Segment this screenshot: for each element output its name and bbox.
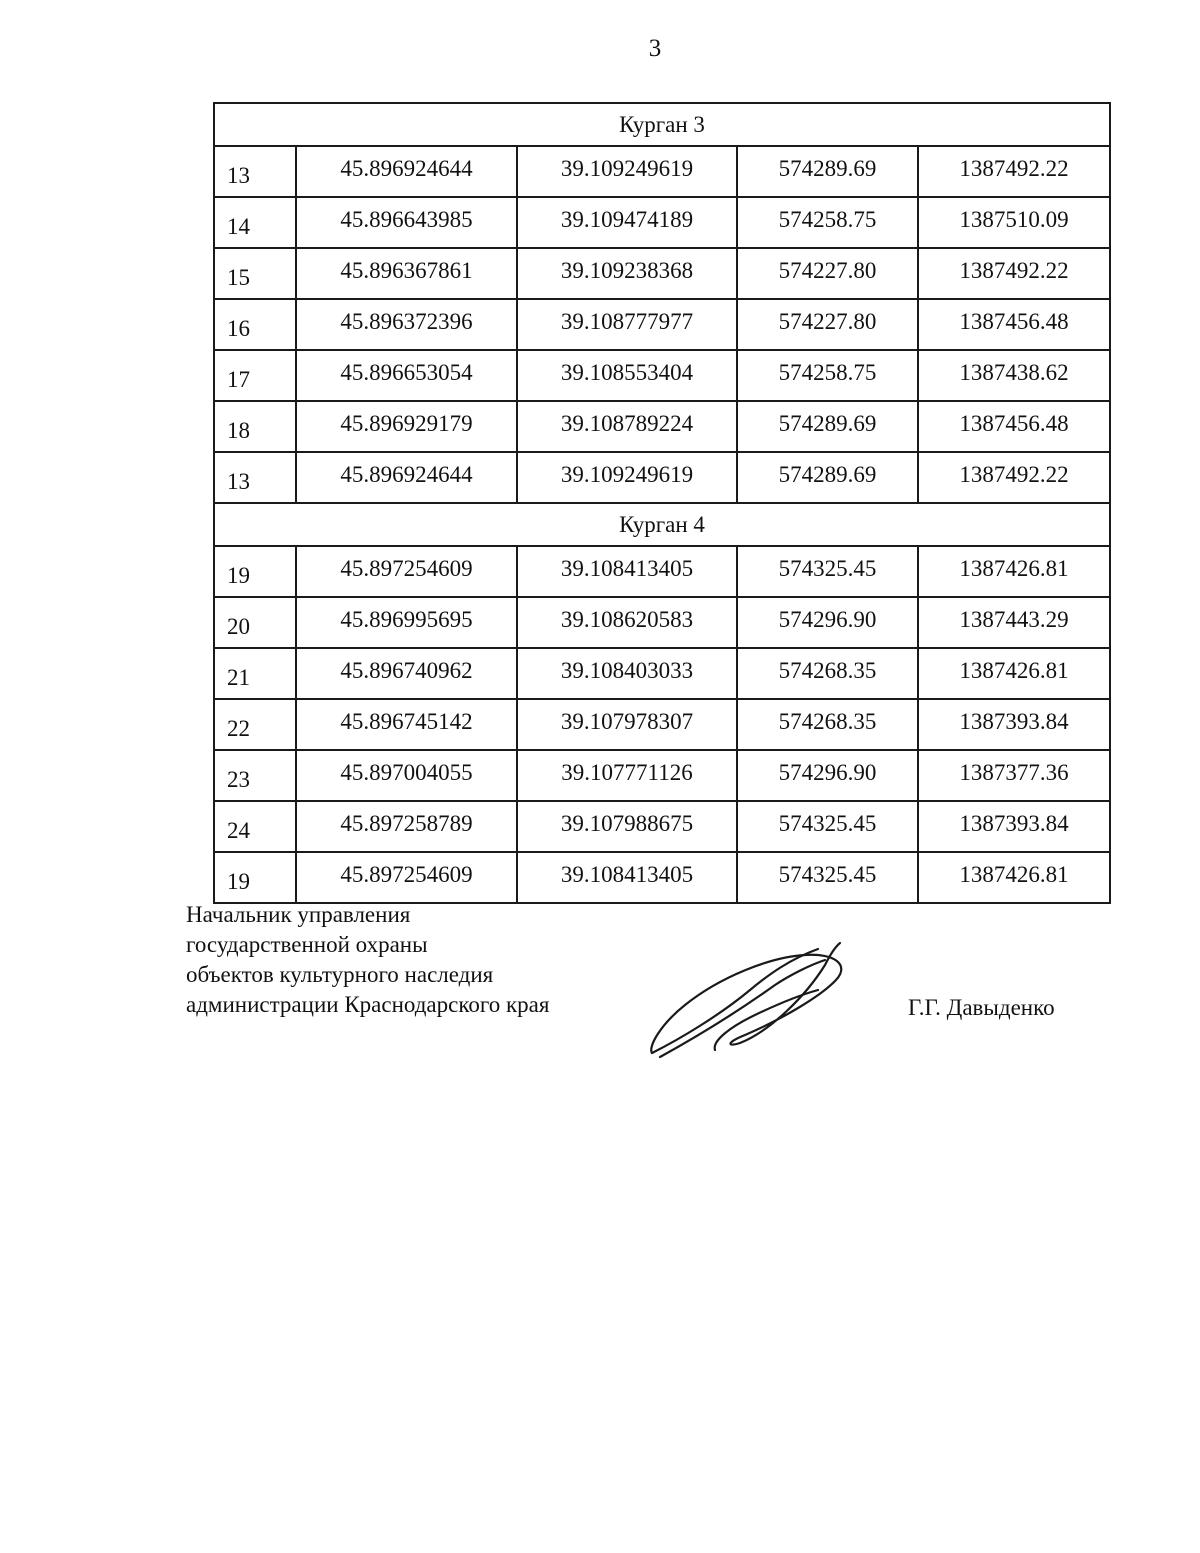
coordinate-cell: 1387426.81 [918, 648, 1110, 699]
table-row [214, 648, 1110, 699]
coordinate-cell: 39.108553404 [517, 350, 737, 401]
point-number-cell: 18 [214, 401, 296, 452]
group-title: Курган 4 [214, 503, 1110, 546]
coordinate-cell: 1387426.81 [918, 852, 1110, 903]
coordinate-cell: 45.896643985 [296, 197, 517, 248]
signatory-position [186, 900, 549, 1020]
coordinate-cell: 1387438.62 [918, 350, 1110, 401]
coordinate-cell: 574268.35 [737, 699, 918, 750]
table-row [214, 546, 1110, 597]
table-row [214, 401, 1110, 452]
point-number-cell: 19 [214, 852, 296, 903]
coordinate-cell: 39.108789224 [517, 401, 737, 452]
coordinate-cell: 39.108413405 [517, 852, 737, 903]
coordinate-cell: 574227.80 [737, 299, 918, 350]
signatory-name: Г.Г. Давыденко [908, 995, 1055, 1020]
point-number-cell: 19 [214, 546, 296, 597]
coordinate-cell: 1387492.22 [918, 248, 1110, 299]
coordinate-cell: 574258.75 [737, 197, 918, 248]
coordinate-cell: 39.108777977 [517, 299, 737, 350]
point-number-cell: 13 [214, 452, 296, 503]
signatory-position-line: Начальник управления [186, 902, 411, 927]
coordinate-cell: 45.897254609 [296, 546, 517, 597]
table-row [214, 146, 1110, 197]
point-number-cell: 14 [214, 197, 296, 248]
point-number-cell: 17 [214, 350, 296, 401]
coordinate-cell: 574289.69 [737, 452, 918, 503]
coordinate-cell: 45.896924644 [296, 146, 517, 197]
coordinate-cell: 1387377.36 [918, 750, 1110, 801]
point-number-cell: 16 [214, 299, 296, 350]
table-row [214, 801, 1110, 852]
table-row [214, 248, 1110, 299]
coordinate-cell: 45.897254609 [296, 852, 517, 903]
coordinate-cell: 574289.69 [737, 146, 918, 197]
coordinate-cell: 1387510.09 [918, 197, 1110, 248]
coordinate-cell: 574296.90 [737, 750, 918, 801]
coordinate-cell: 574258.75 [737, 350, 918, 401]
coordinate-cell: 1387492.22 [918, 452, 1110, 503]
coordinate-cell: 1387456.48 [918, 401, 1110, 452]
coordinate-cell: 45.896995695 [296, 597, 517, 648]
coordinate-cell: 574325.45 [737, 546, 918, 597]
group-header-row [214, 103, 1110, 146]
table-row [214, 699, 1110, 750]
coordinate-cell: 574227.80 [737, 248, 918, 299]
group-title: Курган 3 [214, 103, 1110, 146]
coordinate-cell: 39.107771126 [517, 750, 737, 801]
coordinate-cell: 45.896745142 [296, 699, 517, 750]
point-number-cell: 15 [214, 248, 296, 299]
coordinate-cell: 45.897004055 [296, 750, 517, 801]
point-number-cell: 22 [214, 699, 296, 750]
coordinate-cell: 45.896372396 [296, 299, 517, 350]
coordinate-cell: 39.107978307 [517, 699, 737, 750]
coordinate-cell: 45.896929179 [296, 401, 517, 452]
coordinate-cell: 574289.69 [737, 401, 918, 452]
coordinate-cell: 45.896924644 [296, 452, 517, 503]
coordinate-cell: 1387393.84 [918, 699, 1110, 750]
coordinate-cell: 39.109249619 [517, 146, 737, 197]
coordinate-cell: 574268.35 [737, 648, 918, 699]
coordinate-cell: 45.897258789 [296, 801, 517, 852]
coordinates-table [213, 102, 1111, 904]
coordinate-cell: 1387443.29 [918, 597, 1110, 648]
group-header-row [214, 503, 1110, 546]
point-number-cell: 21 [214, 648, 296, 699]
table-row [214, 597, 1110, 648]
point-number-cell: 13 [214, 146, 296, 197]
coordinate-cell: 1387426.81 [918, 546, 1110, 597]
coordinate-cell: 39.109249619 [517, 452, 737, 503]
coordinate-cell: 39.108413405 [517, 546, 737, 597]
table-row [214, 350, 1110, 401]
table-row [214, 852, 1110, 903]
table-row [214, 452, 1110, 503]
coordinate-cell: 45.896653054 [296, 350, 517, 401]
coordinates-table-body [214, 103, 1110, 903]
coordinate-cell: 39.109238368 [517, 248, 737, 299]
coordinate-cell: 1387393.84 [918, 801, 1110, 852]
coordinate-cell: 574296.90 [737, 597, 918, 648]
signatory-position-line: администрации Краснодарского края [186, 992, 550, 1017]
point-number-cell: 24 [214, 801, 296, 852]
page-number: 3 [648, 35, 662, 62]
coordinate-cell: 39.108403033 [517, 648, 737, 699]
signatory-position-line: объектов культурного наследия [186, 962, 494, 987]
coordinate-cell: 1387492.22 [918, 146, 1110, 197]
coordinate-cell: 45.896367861 [296, 248, 517, 299]
coordinate-cell: 574325.45 [737, 801, 918, 852]
coordinate-cell: 39.108620583 [517, 597, 737, 648]
coordinate-cell: 1387456.48 [918, 299, 1110, 350]
point-number-cell: 20 [214, 597, 296, 648]
coordinate-cell: 45.896740962 [296, 648, 517, 699]
table-row [214, 299, 1110, 350]
table-row [214, 197, 1110, 248]
table-row [214, 750, 1110, 801]
coordinate-cell: 39.109474189 [517, 197, 737, 248]
signatory-position-line: государственной охраны [186, 932, 428, 957]
coordinate-cell: 574325.45 [737, 852, 918, 903]
handwritten-signature [640, 935, 860, 1065]
point-number-cell: 23 [214, 750, 296, 801]
coordinate-cell: 39.107988675 [517, 801, 737, 852]
